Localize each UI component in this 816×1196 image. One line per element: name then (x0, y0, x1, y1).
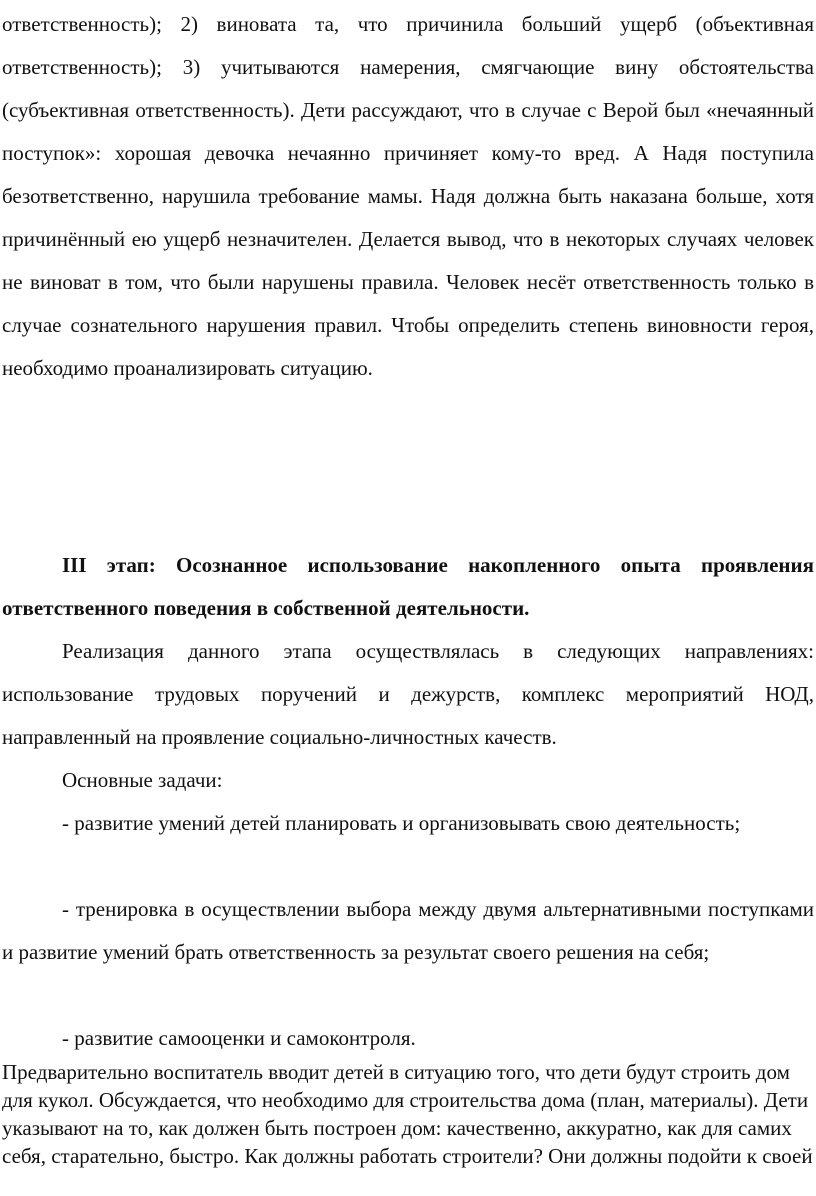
task-item-3: - развитие самооценки и самоконтроля. (62, 1026, 416, 1050)
paragraph-final: Предварительно воспитатель вводит детей в ситуацию того, что дети будут строить дом для кукол. Обсуждается, что необходимо для строительства дома (план, материалы). Дети указывают на то, как должен быть построен дом: качественно, аккуратно, как для самих себя, старательно, быстро. Как должны работать строители? Они должны подойти к своей (2, 1060, 813, 1168)
paragraph-implementation: Реализация данного этапа осуществлялась в следующих направлениях: использование трудовых поручений и дежурств, комплекс мероприятий НОД, направленный на проявление социально-личностных качеств. (2, 639, 814, 749)
paragraph-continuation: ответственность); 2) виновата та, что причинила больший ущерб (объективная ответственность); 3) учитываются намерения, смягчающие вину обстоятельства (субъективная ответственность). Дети рассуждают, что в случае с Верой был «нечаянный поступок»: хорошая девочка нечаянно причиняет кому-то вред. А Надя поступила безответственно, нарушила требование мамы. Надя должна быть наказана больше, хотя причинённый ею ущерб незначителен. Делается вывод, что в некоторых случаях человек не виноват в том, что были нарушены правила. Человек несёт ответственность только в случае сознательного нарушения правил. Чтобы определить степень виновности героя, необходимо проанализировать ситуацию. (2, 12, 814, 380)
stage-heading: III этап: Осознанное использование накопленного опыта проявления ответственного поведения в собственной деятельности. (2, 553, 814, 620)
task-item-2: - тренировка в осуществлении выбора между двумя альтернативными поступками и развитие умений брать ответственность за результат своего решения на себя; (2, 897, 814, 964)
task-item-1: - развитие умений детей планировать и организовывать свою деятельность; (62, 811, 741, 835)
tasks-label: Основные задачи: (62, 768, 223, 792)
